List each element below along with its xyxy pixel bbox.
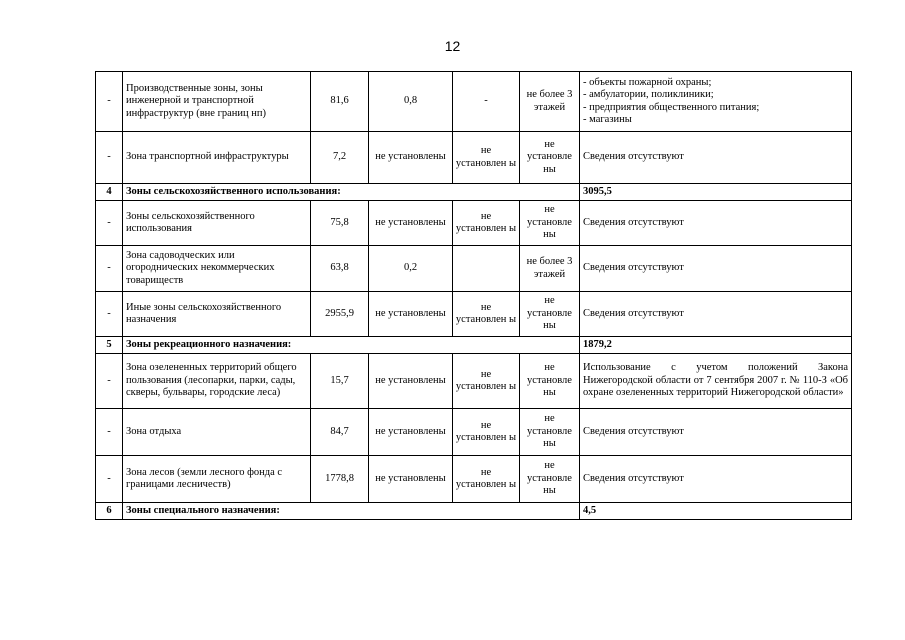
zone-name-cell: Зона садоводческих или огороднических некоммерческих товариществ [123, 246, 311, 292]
param-1-cell: не установлены [369, 354, 453, 409]
area-cell: 63,8 [311, 246, 369, 292]
note-cell: Сведения отсутствуют [580, 246, 852, 292]
table-row [96, 132, 852, 184]
section-number-cell: 4 [96, 184, 123, 201]
area-cell: 15,7 [311, 354, 369, 409]
note-cell: - объекты пожарной охраны; - амбулатории, поликлиники; - предприятия общественного питания; - магазины [580, 72, 852, 132]
zone-name-cell: Зона отдыха [123, 409, 311, 456]
note-cell: Сведения отсутствуют [580, 409, 852, 456]
param-3-cell: не более 3 этажей [520, 72, 580, 132]
area-cell: 7,2 [311, 132, 369, 184]
row-marker-cell: - [96, 132, 123, 184]
param-1-cell: не установлены [369, 132, 453, 184]
zone-name-cell: Производственные зоны, зоны инженерной и транспортной инфраструктур (вне границ нп) [123, 72, 311, 132]
zone-name-cell: Иные зоны сельскохозяйственного назначения [123, 292, 311, 337]
param-3-cell: не более 3 этажей [520, 246, 580, 292]
table-row [96, 201, 852, 246]
table-row [96, 246, 852, 292]
note-cell: Сведения отсутствуют [580, 132, 852, 184]
param-2-cell: не установлен ы [453, 354, 520, 409]
section-title-cell: Зоны сельскохозяйственного использования: [123, 184, 580, 201]
param-2-cell: не установлен ы [453, 292, 520, 337]
note-cell: Сведения отсутствуют [580, 456, 852, 503]
row-marker-cell: - [96, 409, 123, 456]
section-row [96, 503, 852, 520]
area-cell: 81,6 [311, 72, 369, 132]
row-marker-cell: - [96, 246, 123, 292]
section-row [96, 337, 852, 354]
section-number-cell: 5 [96, 337, 123, 354]
table-row [96, 72, 852, 132]
row-marker-cell: - [96, 201, 123, 246]
zone-name-cell: Зона озелененных территорий общего пользования (лесопарки, парки, сады, скверы, бульвары, городские леса) [123, 354, 311, 409]
zone-name-cell: Зоны сельскохозяйственного использования [123, 201, 311, 246]
param-3-cell: не установле ны [520, 132, 580, 184]
section-title-cell: Зоны специального назначения: [123, 503, 580, 520]
param-3-cell: не установле ны [520, 456, 580, 503]
section-total-cell: 4,5 [580, 503, 852, 520]
row-marker-cell: - [96, 456, 123, 503]
param-2-cell: - [453, 72, 520, 132]
zones-table [95, 71, 852, 520]
param-1-cell: 0,8 [369, 72, 453, 132]
section-number-cell: 6 [96, 503, 123, 520]
table-row [96, 354, 852, 409]
param-2-cell: не установлен ы [453, 201, 520, 246]
table-row [96, 456, 852, 503]
area-cell: 2955,9 [311, 292, 369, 337]
zone-name-cell: Зона транспортной инфраструктуры [123, 132, 311, 184]
area-cell: 1778,8 [311, 456, 369, 503]
note-cell: Сведения отсутствуют [580, 292, 852, 337]
section-total-cell: 3095,5 [580, 184, 852, 201]
zone-name-cell: Зона лесов (земли лесного фонда с границами лесничеств) [123, 456, 311, 503]
row-marker-cell: - [96, 354, 123, 409]
param-3-cell: не установле ны [520, 292, 580, 337]
note-cell: Сведения отсутствуют [580, 201, 852, 246]
param-1-cell: не установлены [369, 456, 453, 503]
section-total-cell: 1879,2 [580, 337, 852, 354]
table-row [96, 409, 852, 456]
param-1-cell: не установлены [369, 292, 453, 337]
section-row [96, 184, 852, 201]
section-title-cell: Зоны рекреационного назначения: [123, 337, 580, 354]
param-2-cell: не установлен ы [453, 456, 520, 503]
area-cell: 75,8 [311, 201, 369, 246]
param-1-cell: 0,2 [369, 246, 453, 292]
param-1-cell: не установлены [369, 409, 453, 456]
param-1-cell: не установлены [369, 201, 453, 246]
param-3-cell: не установле ны [520, 354, 580, 409]
param-2-cell: не установлен ы [453, 409, 520, 456]
param-3-cell: не установле ны [520, 409, 580, 456]
param-2-cell: не установлен ы [453, 132, 520, 184]
table-row [96, 292, 852, 337]
row-marker-cell: - [96, 292, 123, 337]
param-3-cell: не установле ны [520, 201, 580, 246]
row-marker-cell: - [96, 72, 123, 132]
page-number: 12 [444, 38, 461, 54]
area-cell: 84,7 [311, 409, 369, 456]
note-cell: Использование с учетом положений Закона Нижегородской области от 7 сентября 2007 г. № 110-З «Об охране озелененных территорий Нижегородской области» [580, 354, 852, 409]
param-2-cell [453, 246, 520, 292]
